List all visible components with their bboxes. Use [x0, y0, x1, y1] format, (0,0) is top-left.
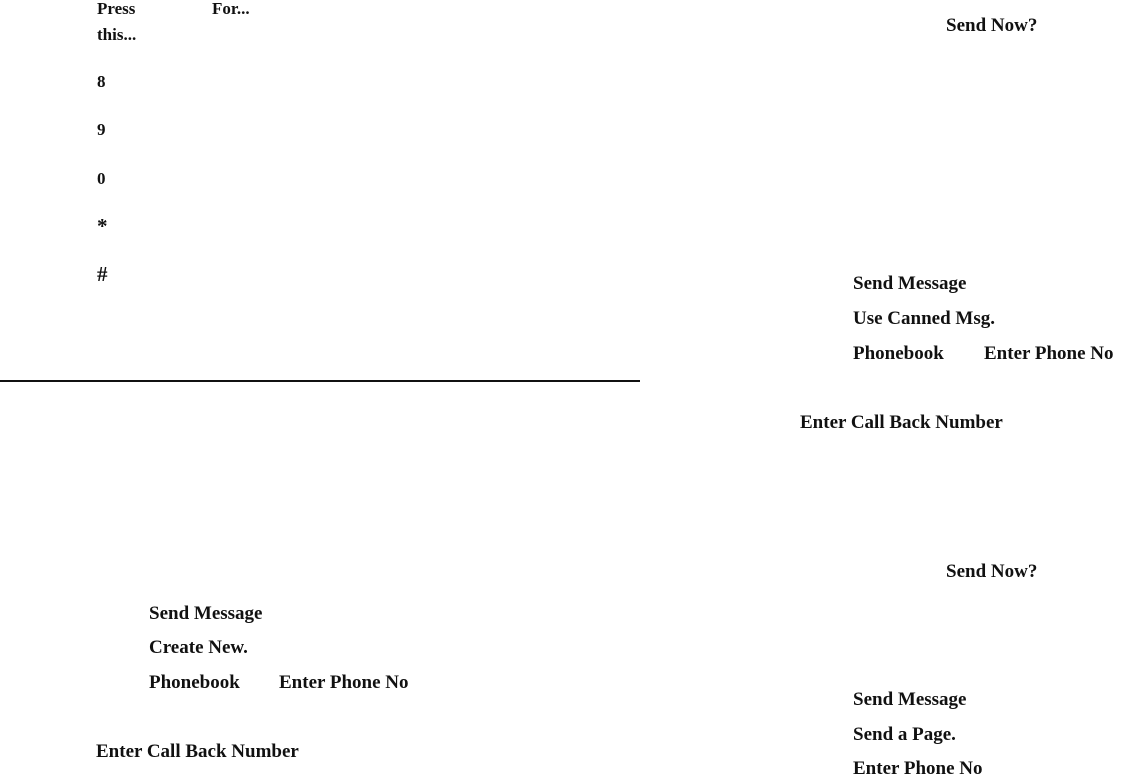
key-8: 8 [97, 72, 106, 91]
menu-item-send-message: Send Message [149, 603, 263, 624]
menu-item-enter-phone-no: Enter Phone No [984, 343, 1114, 364]
menu-item-phonebook: Phonebook [853, 343, 944, 364]
menu-item-send-a-page: Send a Page. [853, 724, 956, 745]
header-press-line2: this... [97, 25, 137, 44]
menu-item-enter-phone-no: Enter Phone No [853, 758, 983, 779]
key-hash: # [97, 262, 108, 286]
menu-item-enter-phone-no: Enter Phone No [279, 672, 409, 693]
header-for: For... [212, 0, 250, 18]
key-star: * [97, 214, 108, 238]
menu-item-use-canned-msg: Use Canned Msg. [853, 308, 995, 329]
key-9: 9 [97, 120, 106, 139]
menu-item-phonebook: Phonebook [149, 672, 240, 693]
menu-item-send-message: Send Message [853, 273, 967, 294]
menu-item-create-new: Create New. [149, 637, 248, 658]
enter-call-back-number: Enter Call Back Number [96, 741, 299, 762]
menu-item-send-message: Send Message [853, 689, 967, 710]
send-now-prompt: Send Now? [946, 15, 1038, 36]
send-now-prompt: Send Now? [946, 561, 1038, 582]
header-press: Press [97, 0, 136, 18]
enter-call-back-number: Enter Call Back Number [800, 412, 1003, 433]
section-divider [0, 380, 640, 382]
key-0: 0 [97, 169, 106, 188]
